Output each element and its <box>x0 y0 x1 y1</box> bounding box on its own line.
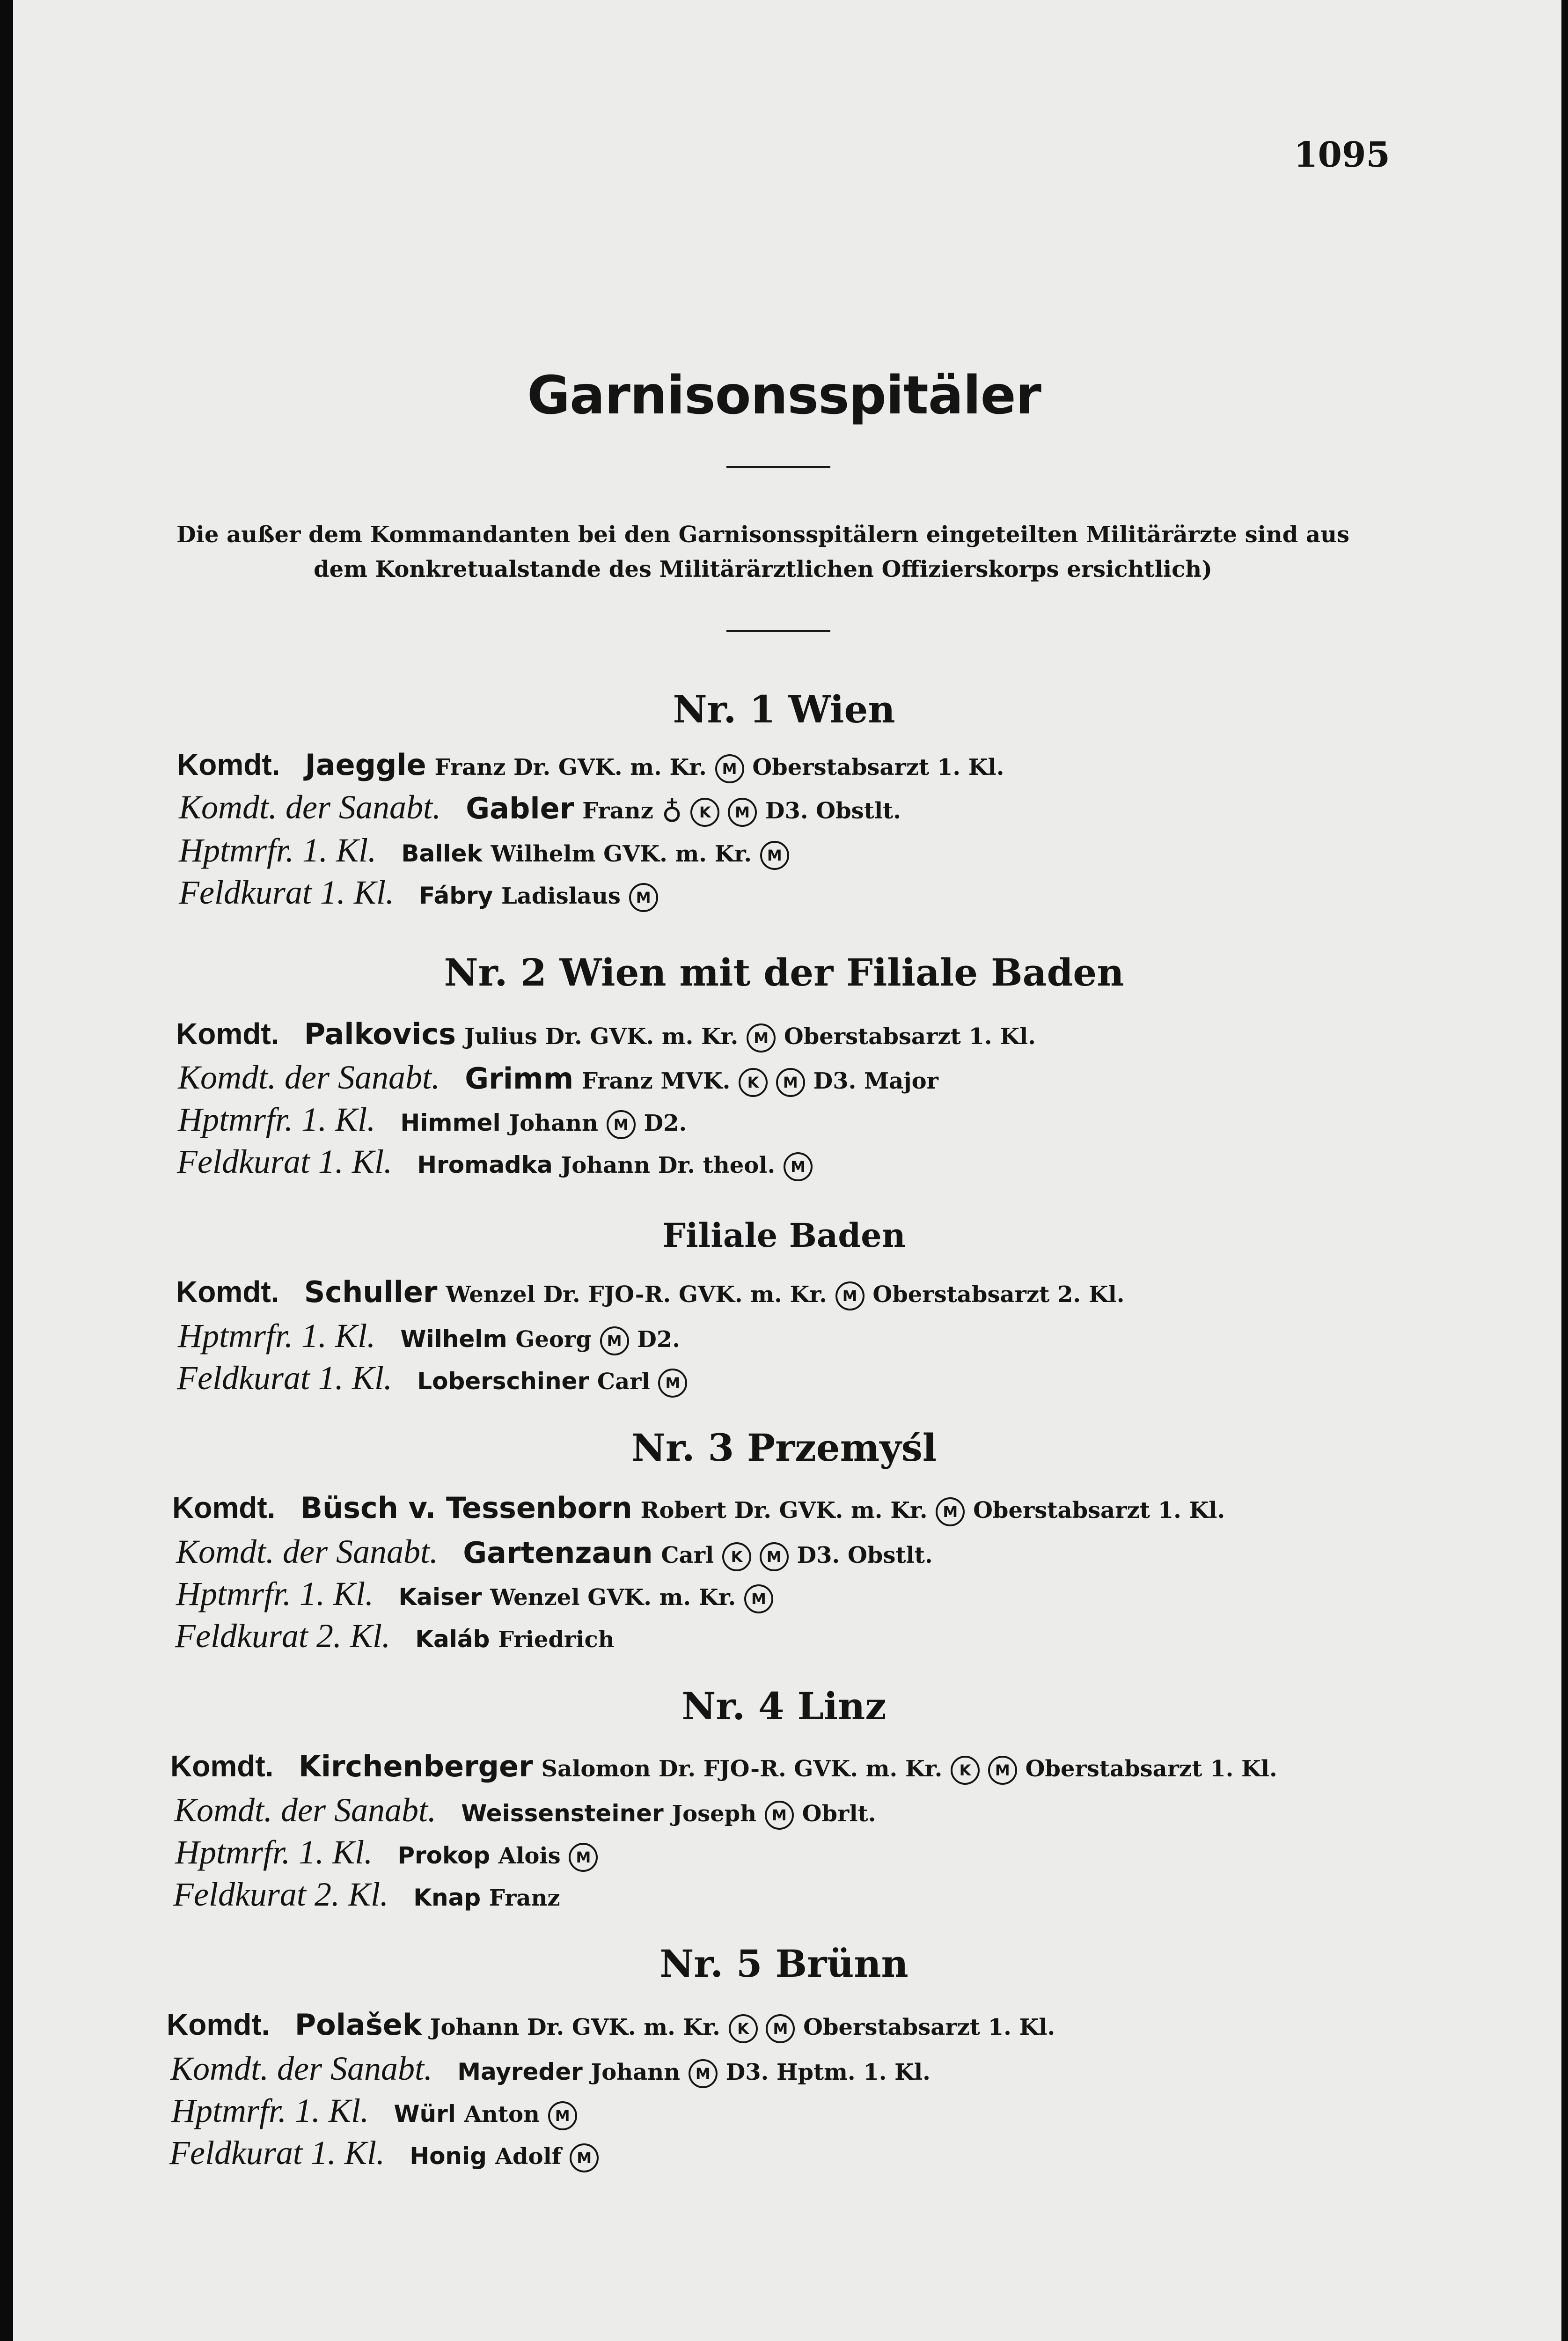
entry-role: Feldkurat 2. Kl. <box>173 1876 388 1913</box>
merit-medal-icon: M <box>776 1068 805 1097</box>
entry-row <box>170 1749 1277 1785</box>
merit-medal-icon: M <box>629 883 658 912</box>
section-heading: Nr. 1 Wien <box>673 687 895 731</box>
k-medal-icon: K <box>690 798 719 827</box>
entry-row <box>173 1875 560 1914</box>
entry-row <box>177 1359 687 1398</box>
order-cross-icon: ♁ <box>661 796 682 829</box>
entry-details: Georg <box>515 1326 592 1353</box>
entry-rank: Oberstabsarzt 1. Kl. <box>1025 1756 1277 1782</box>
entry-surname: Weissensteiner <box>461 1800 664 1827</box>
entry-details: Wenzel GVK. m. Kr. <box>490 1584 736 1611</box>
title-divider <box>726 466 830 468</box>
entry-details: Wenzel Dr. FJO-R. GVK. m. Kr. <box>446 1281 827 1308</box>
entry-surname: Loberschiner <box>417 1368 589 1395</box>
entry-surname: Prokop <box>397 1842 491 1869</box>
merit-medal-icon: M <box>548 2101 577 2130</box>
entry-row <box>171 2091 577 2130</box>
k-medal-icon: K <box>729 2014 758 2043</box>
entry-row <box>167 2007 1055 2043</box>
entry-details: Wilhelm GVK. m. Kr. <box>491 841 752 867</box>
merit-medal-icon: M <box>765 1801 794 1830</box>
entry-surname: Jaeggle <box>305 748 426 782</box>
entry-role: Komdt. der Sanabt. <box>170 2050 433 2087</box>
entry-surname: Kirchenberger <box>298 1749 533 1783</box>
section-heading: Nr. 5 Brünn <box>659 1942 909 1986</box>
entry-surname: Knap <box>413 1884 481 1911</box>
entry-details: Anton <box>464 2101 540 2128</box>
merit-medal-icon: M <box>570 2143 599 2172</box>
entry-row <box>176 1274 1125 1310</box>
merit-medal-icon: M <box>658 1369 687 1398</box>
merit-medal-icon: M <box>766 2014 795 2043</box>
entry-rank: D2. <box>637 1326 680 1353</box>
entry-row <box>178 1058 938 1097</box>
entry-row <box>175 1617 615 1656</box>
intro-line: dem Konkretualstande des Militärärztlichen Offizierskorps ersichtlich) <box>314 556 1212 582</box>
intro-text <box>150 517 1376 587</box>
entry-details: Carl <box>597 1369 650 1395</box>
entry-role: Komdt. der Sanabt. <box>174 1791 437 1829</box>
entry-rank: Obrlt. <box>802 1801 876 1827</box>
entry-role: Komdt. <box>170 1749 274 1783</box>
entry-surname: Fábry <box>419 882 493 909</box>
entry-row <box>178 1100 687 1139</box>
merit-medal-icon: M <box>760 841 789 870</box>
merit-medal-icon: M <box>607 1110 636 1139</box>
entry-surname: Wilhelm <box>400 1325 507 1353</box>
entry-row <box>179 831 789 870</box>
entry-row <box>176 1575 773 1613</box>
entry-row <box>169 2134 599 2172</box>
entry-row <box>175 1833 598 1872</box>
entry-row <box>177 747 1004 783</box>
entry-surname: Honig <box>410 2142 487 2170</box>
merit-medal-icon: M <box>600 1326 629 1355</box>
merit-medal-icon: M <box>760 1542 789 1571</box>
section-heading: Nr. 3 Przemyśl <box>631 1426 937 1470</box>
entry-role: Komdt. <box>176 1275 279 1309</box>
entry-surname: Gabler <box>466 791 574 825</box>
entry-row <box>177 1142 813 1181</box>
entry-details: Joseph <box>672 1801 757 1827</box>
k-medal-icon: K <box>739 1068 768 1097</box>
entry-surname: Gartenzaun <box>463 1536 653 1570</box>
entry-role: Komdt. <box>176 1017 279 1051</box>
entry-role: Komdt. <box>177 748 280 781</box>
entry-surname: Büsch v. Tessenborn <box>300 1491 632 1525</box>
entry-role: Komdt. <box>172 1491 276 1524</box>
entry-surname: Himmel <box>400 1109 501 1136</box>
entry-details: Carl <box>661 1542 714 1568</box>
entry-details: Franz <box>582 798 653 824</box>
entry-role: Komdt. der Sanabt. <box>178 1059 440 1096</box>
entry-row <box>176 1532 933 1571</box>
entry-rank: Oberstabsarzt 1. Kl. <box>803 2014 1055 2040</box>
entry-row <box>178 1317 680 1355</box>
entry-surname: Palkovics <box>304 1017 456 1051</box>
entry-rank: D3. Obstlt. <box>797 1542 933 1568</box>
entry-rank: Oberstabsarzt 1. Kl. <box>973 1497 1225 1524</box>
entry-role: Feldkurat 1. Kl. <box>177 1359 392 1397</box>
entry-details: Franz Dr. GVK. m. Kr. <box>434 754 707 780</box>
entry-surname: Polašek <box>294 2008 422 2042</box>
entry-details: Alois <box>498 1843 561 1869</box>
entry-rank: D3. Major <box>813 1068 938 1094</box>
entry-details: Robert Dr. GVK. m. Kr. <box>640 1497 928 1524</box>
merit-medal-icon: M <box>689 2059 718 2088</box>
entry-surname: Ballek <box>401 840 483 867</box>
merit-medal-icon: M <box>784 1152 813 1181</box>
entry-rank: Oberstabsarzt 2. Kl. <box>872 1281 1125 1308</box>
k-medal-icon: K <box>951 1756 980 1785</box>
merit-medal-icon: M <box>747 1023 776 1053</box>
entry-surname: Würl <box>394 2100 456 2128</box>
merit-medal-icon: M <box>936 1497 965 1526</box>
entry-details: Franz MVK. <box>582 1068 731 1094</box>
entry-role: Feldkurat 1. Kl. <box>179 874 394 911</box>
entry-rank: D3. Hptm. 1. Kl. <box>725 2059 931 2085</box>
entry-details: Ladislaus <box>501 883 621 909</box>
entry-details: Johann Dr. GVK. m. Kr. <box>430 2014 720 2040</box>
intro-divider <box>726 630 830 632</box>
entry-row <box>176 1016 1036 1053</box>
entry-surname: Hromadka <box>417 1151 553 1178</box>
entry-role: Komdt. der Sanabt. <box>179 788 441 826</box>
entry-rank: D2. <box>644 1110 687 1136</box>
entry-surname: Grimm <box>465 1061 574 1096</box>
entry-row <box>172 1490 1225 1526</box>
entry-role: Komdt. der Sanabt. <box>176 1533 439 1570</box>
entry-role: Hptmrfr. 1. Kl. <box>178 1101 376 1138</box>
entry-surname: Kaláb <box>415 1626 490 1653</box>
entry-surname: Schuller <box>304 1275 438 1309</box>
entry-role: Hptmrfr. 1. Kl. <box>171 2092 369 2129</box>
entry-surname: Kaiser <box>398 1583 482 1611</box>
section-heading: Filiale Baden <box>662 1216 906 1255</box>
entry-role: Komdt. <box>167 2008 270 2041</box>
merit-medal-icon: M <box>835 1281 865 1310</box>
entry-rank: D3. Obstlt. <box>765 798 901 824</box>
section-heading: Nr. 4 Linz <box>681 1684 887 1728</box>
entry-row <box>174 1791 876 1830</box>
page-title: Garnisonsspitäler <box>527 365 1041 426</box>
entry-role: Hptmrfr. 1. Kl. <box>175 1833 373 1871</box>
entry-role: Feldkurat 1. Kl. <box>177 1143 392 1180</box>
page-number: 1095 <box>1294 135 1390 175</box>
entry-role: Hptmrfr. 1. Kl. <box>178 1317 376 1355</box>
entry-rank: Oberstabsarzt 1. Kl. <box>784 1023 1036 1050</box>
entry-rank: Oberstabsarzt 1. Kl. <box>752 754 1004 780</box>
entry-role: Feldkurat 2. Kl. <box>175 1617 390 1655</box>
entry-row <box>179 788 901 829</box>
entry-role: Hptmrfr. 1. Kl. <box>176 1575 374 1612</box>
k-medal-icon: K <box>722 1542 751 1571</box>
entry-details: Salomon Dr. FJO-R. GVK. m. Kr. <box>541 1756 943 1782</box>
entry-surname: Mayreder <box>457 2058 583 2085</box>
intro-line: Die außer dem Kommandanten bei den Garnisonsspitälern eingeteilten Militärärzte sind aus <box>176 522 1350 548</box>
entry-details: Friedrich <box>498 1627 615 1653</box>
merit-medal-icon: M <box>569 1843 598 1872</box>
entry-details: Adolf <box>495 2143 562 2170</box>
entry-details: Franz <box>489 1885 560 1911</box>
entry-row <box>179 873 658 912</box>
merit-medal-icon: M <box>744 1584 773 1613</box>
entry-role: Feldkurat 1. Kl. <box>169 2134 385 2172</box>
merit-medal-icon: M <box>728 798 757 827</box>
merit-medal-icon: M <box>988 1756 1017 1785</box>
section-heading: Nr. 2 Wien mit der Filiale Baden <box>444 950 1124 994</box>
entry-details: Johann <box>591 2059 681 2085</box>
entry-role: Hptmrfr. 1. Kl. <box>179 832 377 869</box>
merit-medal-icon: M <box>715 754 744 783</box>
entry-row <box>170 2049 931 2088</box>
entry-details: Johann Dr. theol. <box>561 1152 776 1178</box>
entry-details: Johann <box>509 1110 598 1136</box>
entry-details: Julius Dr. GVK. m. Kr. <box>464 1023 739 1050</box>
